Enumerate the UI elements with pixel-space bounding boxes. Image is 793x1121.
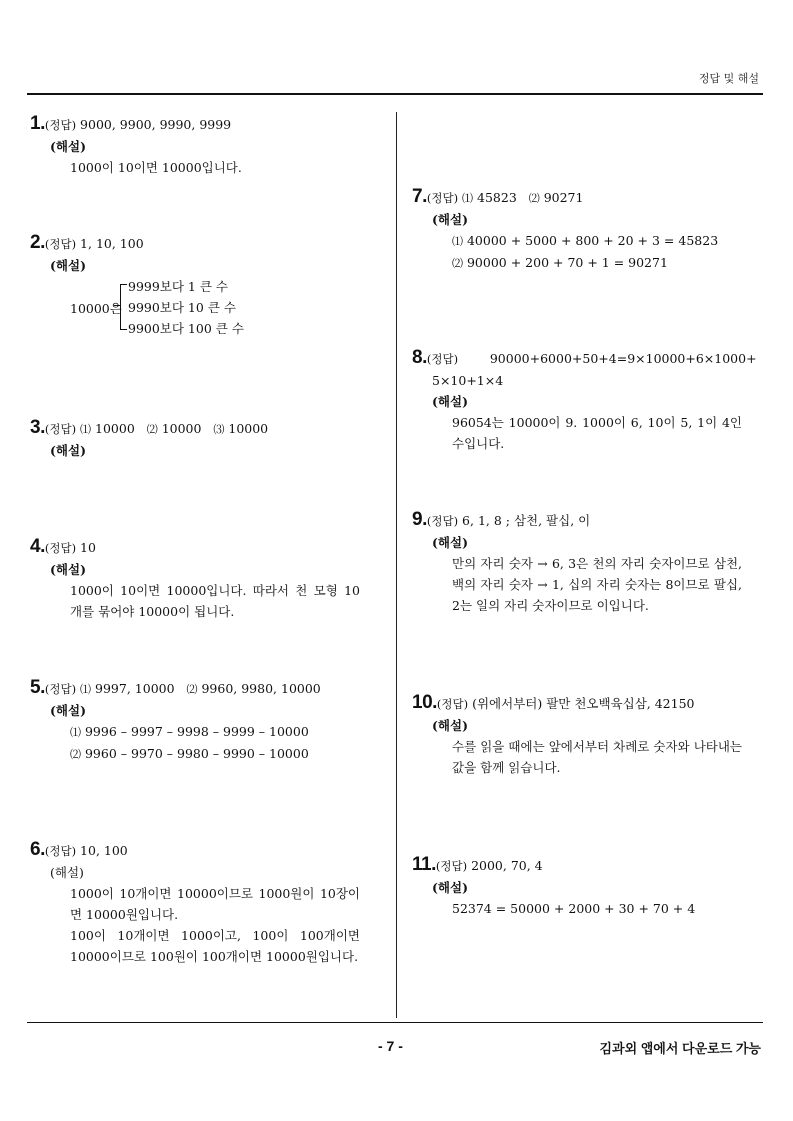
part-value: 10000 [95, 421, 135, 436]
question-1 [30, 113, 360, 178]
answer-tag: (정답) [426, 352, 459, 366]
question-number: 3. [30, 417, 45, 438]
explanation-label: (해설) [432, 535, 468, 550]
part-value: 10000 [161, 421, 202, 436]
answer-tag: (정답) [44, 118, 77, 132]
question-3 [30, 417, 360, 461]
part-label: ⑶ [213, 423, 225, 436]
footer-download-text: 김과외 앱에서 다운로드 가능 [599, 1041, 761, 1056]
answer-tag: (정답) [44, 844, 77, 858]
question-number: 11. [412, 854, 436, 875]
answer-text: 10, 100 [80, 843, 128, 858]
question-number: 2. [30, 232, 45, 253]
column-divider [396, 112, 397, 1018]
step-label: ⑵ [452, 257, 463, 270]
explanation-label: (해설) [50, 865, 84, 880]
part-label: ⑴ [462, 192, 474, 205]
question-number: 1. [30, 113, 45, 134]
step-value: 40000 + 5000 + 800 + 20 + 3 = 45823 [466, 233, 719, 248]
question-number: 6. [30, 839, 45, 860]
question-number: 7. [412, 186, 427, 207]
part-value: 9997, 10000 [95, 681, 175, 696]
part-value: 90271 [543, 190, 584, 205]
question-2 [30, 232, 360, 340]
explanation-label: (해설) [50, 562, 86, 577]
brace-item: 9900보다 100 큰 수 [128, 321, 244, 336]
explanation-text: 96054는 10000이 9. 1000이 6, 10이 5, 1이 4인 수입니다. [452, 415, 742, 451]
brace-item: 9990보다 10 큰 수 [128, 300, 236, 315]
question-number: 9. [412, 509, 427, 530]
step-value: 90000 + 200 + 70 + 1 = 90271 [466, 255, 668, 270]
part-label: ⑵ [528, 192, 540, 205]
answer-tag: (정답) [44, 422, 77, 436]
explanation-step [70, 743, 360, 765]
step-label: ⑵ [70, 748, 81, 761]
question-7 [412, 186, 742, 274]
explanation-label: (해설) [432, 880, 468, 895]
answer-continuation: 5×10+1×4 [432, 373, 504, 388]
part-value: 10000 [228, 421, 269, 436]
answer-tag: (정답) [44, 682, 77, 696]
step-label: ⑴ [452, 235, 463, 248]
answer-tag: (정답) [44, 541, 77, 555]
explanation-text: 만의 자리 숫자 → 6, 3은 천의 자리 숫자이므로 삼천, 백의 자리 숫자 → 1, 십의 자리 숫자는 8이므로 팔십, 2는 일의 자리 숫자이므로 이입니다. [452, 556, 742, 613]
answer-tag: (정답) [436, 697, 469, 711]
question-number: 5. [30, 677, 45, 698]
question-10 [412, 692, 742, 778]
explanation-label: (해설) [50, 258, 86, 273]
part-label: ⑵ [186, 683, 198, 696]
explanation-text: 수를 읽을 때에는 앞에서부터 차례로 숫자와 나타내는 값을 함께 읽습니다. [452, 739, 742, 775]
question-4 [30, 536, 360, 622]
explanation-step [452, 230, 742, 252]
explanation-label: (해설) [432, 212, 468, 227]
step-value: 9960 – 9970 – 9980 – 9990 – 10000 [84, 746, 309, 761]
page-number: - 7 - [378, 1038, 403, 1054]
answer-text: 2000, 70, 4 [471, 858, 543, 873]
explanation-step [70, 721, 360, 743]
question-number: 10. [412, 692, 437, 713]
answer-text: 6, 1, 8 ; 삼천, 팔십, 이 [462, 513, 591, 528]
explanation-label: (해설) [50, 139, 86, 154]
part-label: ⑵ [146, 423, 158, 436]
header-title: 정답 및 해설 [698, 72, 759, 85]
explanation-text: 52374 = 50000 + 2000 + 30 + 70 + 4 [452, 901, 696, 916]
explanation-text: 1000이 10이면 10000입니다. 따라서 천 모형 10 개를 묶어야 10000이 됩니다. [70, 583, 360, 619]
question-number: 4. [30, 536, 45, 557]
answer-tag: (정답) [426, 191, 459, 205]
answer-tag: (정답) [44, 237, 77, 251]
explanation-step [452, 252, 742, 274]
explanation-label: (해설) [50, 703, 86, 718]
explanation-text: 1000이 10이면 10000입니다. [70, 160, 242, 175]
question-6 [30, 839, 360, 967]
question-9 [412, 509, 742, 616]
explanation-label: (해설) [50, 443, 86, 458]
explanation-text: 1000이 10개이면 10000이므로 1000원이 10장이면 10000원입니다. [70, 886, 360, 922]
footer-rule [27, 1022, 763, 1023]
answer-text: 90000+6000+50+4=9×10000+6×1000+ [489, 351, 757, 366]
step-value: 9996 – 9997 – 9998 – 9999 – 10000 [84, 724, 309, 739]
brace-item: 9999보다 1 큰 수 [128, 279, 228, 294]
brace-diagram [70, 276, 360, 340]
explanation-text: 100이 10개이면 1000이고, 100이 100개이면 10000이므로 100원이 100개이면 10000원입니다. [70, 928, 360, 964]
header-rule [27, 93, 763, 95]
question-number: 8. [412, 347, 427, 368]
question-11 [412, 854, 742, 919]
explanation-label: (해설) [432, 394, 468, 409]
part-value: 9960, 9980, 10000 [201, 681, 321, 696]
brace-left-label: 10000은 [70, 301, 122, 316]
answer-text: 1, 10, 100 [80, 236, 144, 251]
answer-text: (위에서부터) 팔만 천오백육십삼, 42150 [472, 696, 695, 711]
question-8 [412, 347, 757, 454]
step-label: ⑴ [70, 726, 81, 739]
part-label: ⑴ [80, 683, 92, 696]
part-value: 45823 [477, 190, 517, 205]
answer-text: 9000, 9900, 9990, 9999 [80, 117, 232, 132]
brace-bracket [120, 284, 127, 330]
part-label: ⑴ [80, 423, 92, 436]
answer-tag: (정답) [435, 859, 468, 873]
question-5 [30, 677, 360, 765]
explanation-label: (해설) [432, 718, 468, 733]
answer-text: 10 [80, 540, 96, 555]
answer-tag: (정답) [426, 514, 459, 528]
